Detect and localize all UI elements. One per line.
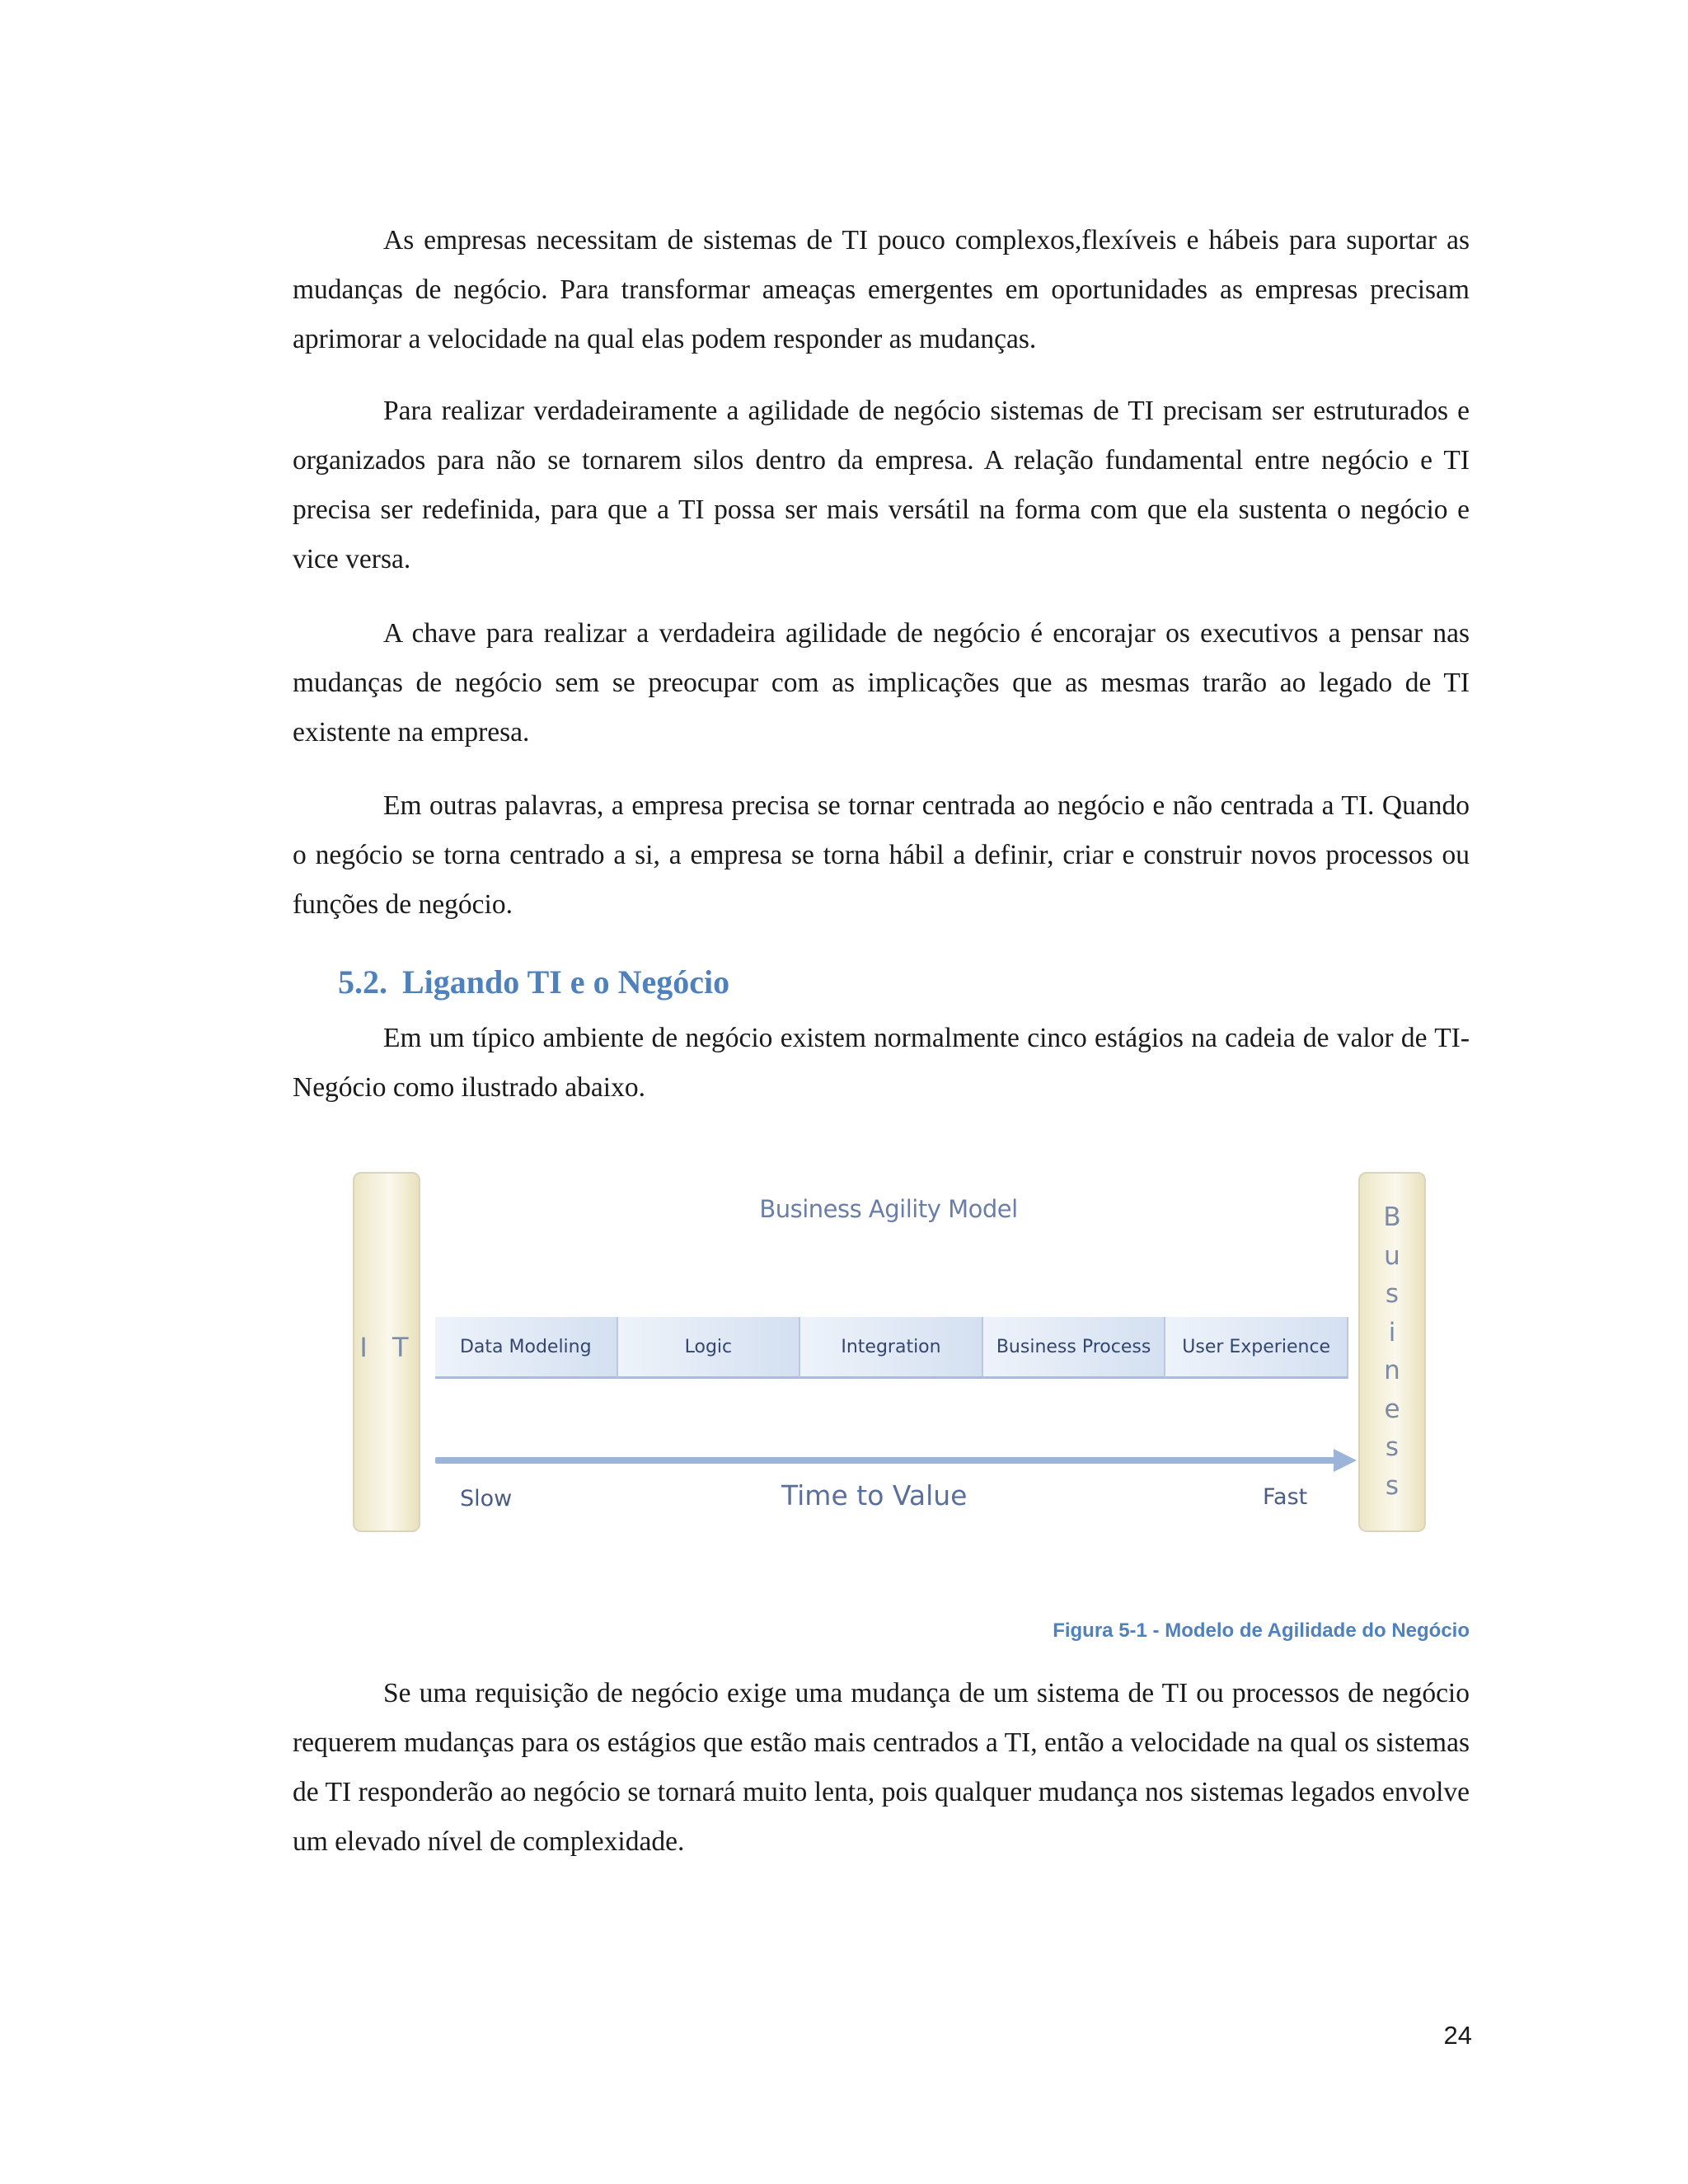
axis-start-label: Slow	[460, 1486, 513, 1511]
business-letter: i	[1388, 1317, 1396, 1347]
section-heading	[338, 958, 729, 1007]
axis-label: Time to Value	[781, 1479, 968, 1511]
business-letter: u	[1384, 1240, 1400, 1271]
business-letter: B	[1383, 1202, 1401, 1232]
paragraph-4: Em outras palavras, a empresa precisa se tornar centrada ao negócio e não centrada a TI. Quando o negócio se torna centrado a si, a empresa se torna hábil a definir, criar e construir novos processos ou funções de negócio.	[293, 790, 1470, 920]
value-chain-stages	[435, 1317, 1348, 1378]
business-pillar	[1358, 1172, 1426, 1532]
it-pillar	[353, 1172, 420, 1532]
stage-logic: Logic	[618, 1317, 801, 1379]
paragraph-2: Para realizar verdadeiramente a agilidade de negócio sistemas de TI precisam ser estruturados e organizados para não se tornarem silos dentro da empresa. A relação fundamental entre negócio e TI precisa ser redefinida, para que a TI possa ser mais versátil na forma com que ela sustenta o negócio e vice versa.	[293, 396, 1470, 574]
business-pillar-label	[1360, 1198, 1424, 1505]
it-pillar-label: I T	[359, 1332, 417, 1363]
section-number: 5.2.	[338, 963, 387, 1001]
business-letter: s	[1385, 1470, 1400, 1501]
business-letter: n	[1384, 1356, 1400, 1385]
axis-end-label: Fast	[1263, 1484, 1308, 1510]
stage-data-modeling: Data Modeling	[435, 1317, 618, 1379]
section-title: Ligando TI e o Negócio	[402, 963, 730, 1001]
business-letter: s	[1385, 1432, 1400, 1462]
paragraph-6: Se uma requisição de negócio exige uma mudança de um sistema de TI ou processos de negócio requerem mudanças para os estágios que estão mais centrados a TI, então a velocidade na qual os sistemas de TI responderão ao negócio se tornará muito lenta, pois qualquer mudança nos sistemas legados envolve um elevado nível de complexidade.	[293, 1678, 1470, 1857]
paragraph-5: Em um típico ambiente de negócio existem normalmente cinco estágios na cadeia de valor de TI-Negócio como ilustrado abaixo.	[293, 1023, 1470, 1103]
time-arrow-head-icon	[1334, 1449, 1357, 1472]
paragraph-3: A chave para realizar a verdadeira agilidade de negócio é encorajar os executivos a pensar nas mudanças de negócio sem se preocupar com as implicações que as mesmas trarão ao legado de TI existente na empresa.	[293, 618, 1470, 748]
page-number: 24	[1443, 2021, 1472, 2050]
figure-caption: Figura 5-1 - Modelo de Agilidade do Negócio	[1053, 1619, 1470, 1642]
business-letter: s	[1385, 1279, 1400, 1309]
time-arrow-line	[435, 1457, 1338, 1464]
paragraph-1: As empresas necessitam de sistemas de TI pouco complexos,flexíveis e hábeis para suportar as mudanças de negócio. Para transformar ameaças emergentes em oportunidades as empresas precisam aprimorar a velocidade na qual elas podem responder as mudanças.	[293, 225, 1470, 354]
stage-user-experience: User Experience	[1165, 1317, 1348, 1379]
stage-business-process: Business Process	[983, 1317, 1166, 1379]
business-letter: e	[1384, 1394, 1400, 1424]
stage-integration: Integration	[800, 1317, 983, 1379]
business-agility-figure	[345, 1162, 1432, 1549]
figure-title: Business Agility Model	[759, 1195, 1018, 1223]
